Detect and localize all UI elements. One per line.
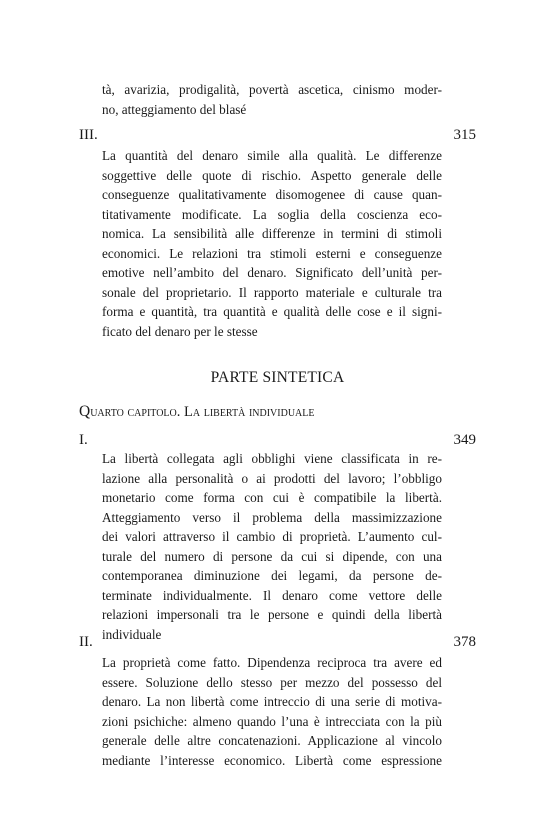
part-heading: PARTE SINTETICA — [210, 369, 345, 386]
text-line: lazione alla personalità o ai prodotti del lavoro; l’obbligo — [102, 470, 442, 486]
section-i-summary — [102, 449, 442, 644]
text-line: relazioni impersonali tra le persone e quindi della libertà — [102, 607, 442, 622]
text-line: ficato del denaro per le stesse — [102, 323, 258, 339]
text-line: emotive nell’ambito del denaro. Significato dell’unità per- — [102, 265, 442, 280]
text-line: mediante l’interesse economico. Libertà come espressione — [102, 752, 442, 768]
text-line: nomica. La sensibilità alle differenze in termini di stimoli — [102, 226, 442, 241]
text-line: forma e quantità, tra quantità e qualità delle cose e il signi- — [102, 304, 442, 319]
text-line: La libertà collegata agli obblighi viene classificata in re- — [102, 451, 442, 466]
text-line: turale del numero di persone da cui si dipende, con una — [102, 548, 442, 564]
text-line: no, atteggiamento del blasé — [102, 101, 247, 117]
section-i-page-number: 349 — [453, 432, 476, 448]
chapter-title-text: uarto capitolo. La libertà individuale — [90, 404, 315, 420]
section-ii-numeral: II. — [79, 634, 93, 650]
text-line: La proprietà come fatto. Dipendenza reciproca tra avere ed — [102, 655, 442, 670]
text-line: contemporanea diminuzione dei legami, da persone de- — [102, 568, 442, 583]
text-line: sonale del proprietario. Il rapporto materiale e culturale tra — [102, 284, 442, 300]
text-line: La quantità del denaro simile alla qualità. Le differenze — [102, 148, 442, 163]
section-i-numeral: I. — [79, 432, 88, 448]
chapter-title-initial: Q — [79, 403, 91, 420]
chapter-title — [79, 403, 315, 421]
text-line: essere. Soluzione dello stesso per mezzo del possesso del — [102, 674, 442, 690]
text-line: economici. Le relazioni tra stimoli esterni e conseguenze — [102, 245, 442, 261]
section-iii-page-number: 315 — [453, 127, 476, 143]
text-line: Atteggiamento verso il problema della massimizzazione — [102, 509, 442, 525]
text-line: generale delle altre concatenazioni. Applicazione al vincolo — [102, 733, 442, 748]
section-iii-numeral: III. — [79, 127, 98, 143]
text-line: denaro. La non libertà come intreccio di una serie di motiva- — [102, 694, 442, 709]
section-ii-page-number: 378 — [453, 634, 476, 650]
text-line: titativamente modificate. La soglia della coscienza eco- — [102, 206, 442, 222]
text-line: zioni psichiche: almeno quando l’una è intrecciata con la più — [102, 713, 442, 729]
top-fragment-paragraph — [102, 80, 442, 119]
text-line: soggettive delle quote di rischio. Aspetto generale delle — [102, 167, 442, 183]
text-line: terminate individualmente. Il denaro come vettore delle — [102, 587, 442, 603]
section-ii-summary — [102, 653, 442, 770]
text-line: tà, avarizia, prodigalità, povertà ascetica, cinismo moder- — [102, 82, 442, 97]
text-line: dei valori attraverso il cambio di proprietà. L’aumento cul- — [102, 529, 442, 544]
text-line: monetario come forma con cui è compatibile la libertà. — [102, 490, 442, 505]
text-line: conseguenze qualitativamente disomogenee di cause quan- — [102, 187, 442, 202]
text-line: individuale — [102, 626, 162, 642]
section-iii-summary — [102, 146, 442, 341]
